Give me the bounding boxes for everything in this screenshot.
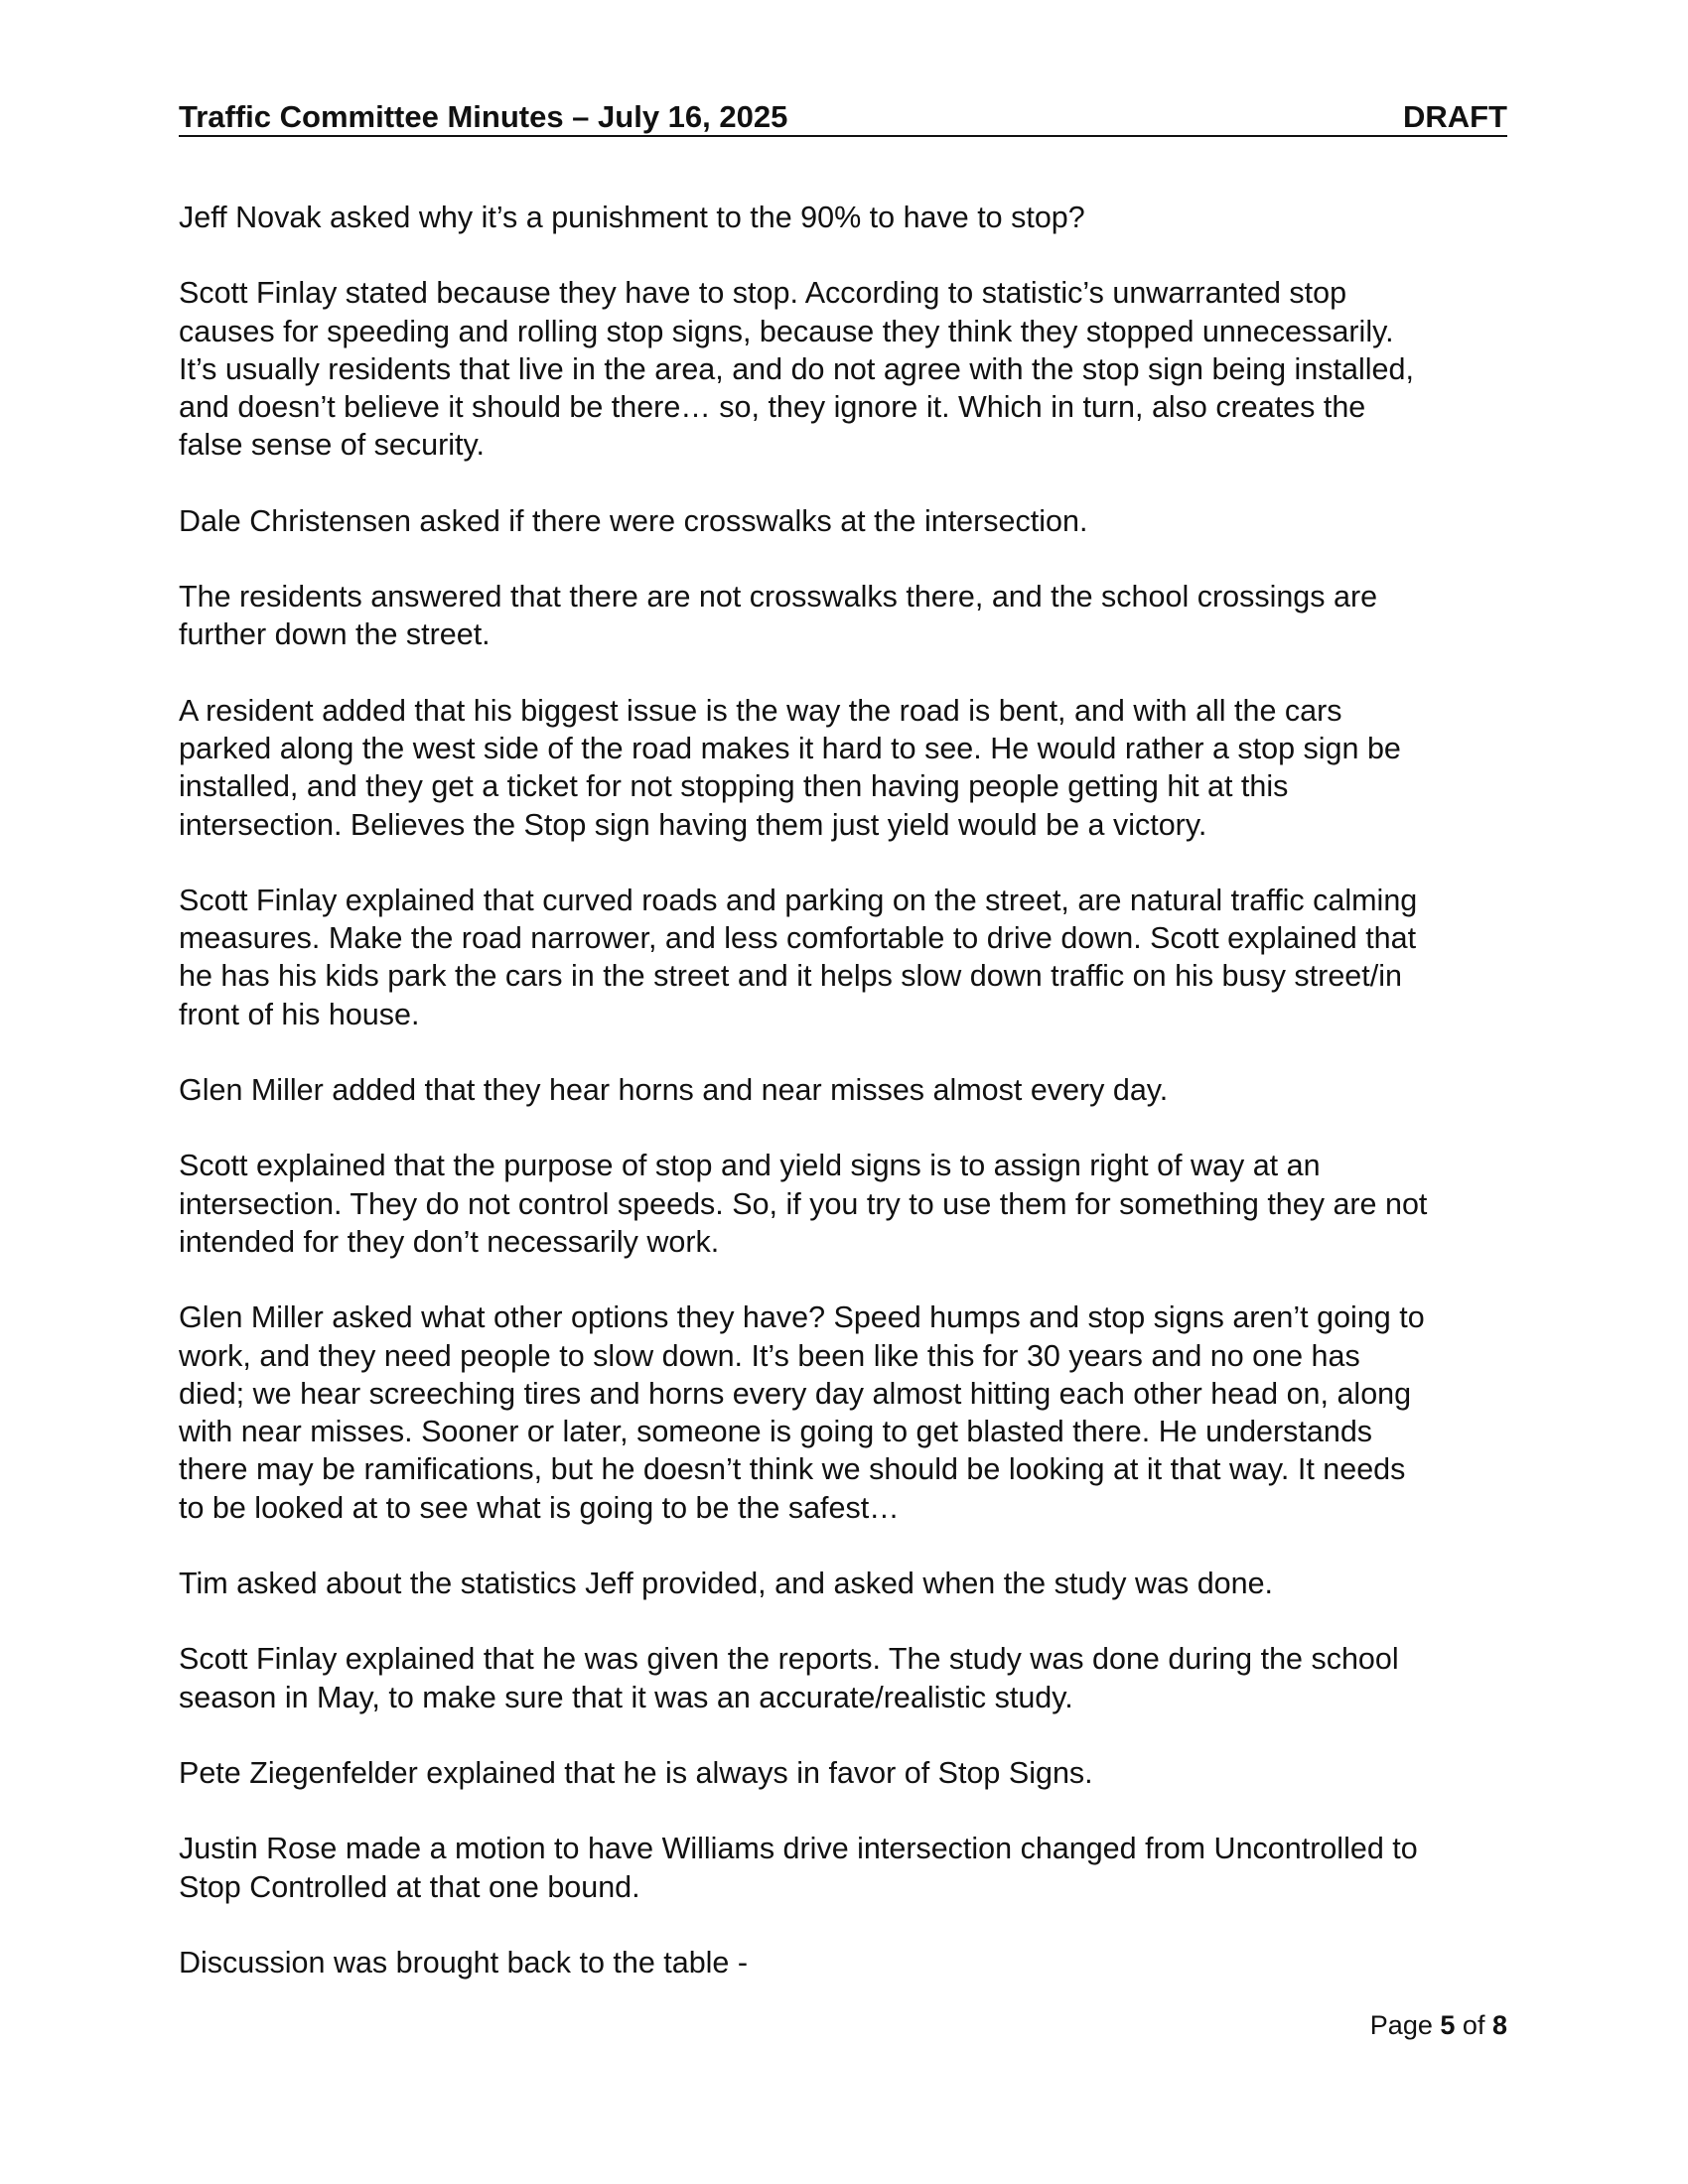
paragraph xyxy=(179,1298,1514,1527)
paragraph-line: Tim asked about the statistics Jeff provided, and asked when the study was done. xyxy=(179,1567,1274,1601)
paragraph-line: he has his kids park the cars in the street and it helps slow down traffic on his busy street/in xyxy=(179,959,1402,994)
paragraph-line: Scott explained that the purpose of stop and yield signs is to assign right of way at an xyxy=(179,1149,1321,1183)
paragraph xyxy=(179,502,1514,540)
paragraph-line: Justin Rose made a motion to have Williams drive intersection changed from Uncontrolled to xyxy=(179,1832,1418,1866)
paragraph xyxy=(179,1754,1514,1792)
paragraph-line: Jeff Novak asked why it’s a punishment to the 90% to have to stop? xyxy=(179,201,1085,234)
of-label: of xyxy=(1462,2010,1485,2040)
draft-label: DRAFT xyxy=(1402,99,1507,134)
paragraph-line: parked along the west side of the road makes it hard to see. He would rather a stop sign be xyxy=(179,731,1401,765)
page-label: Page xyxy=(1369,2010,1433,2040)
paragraph-line: measures. Make the road narrower, and less comfortable to drive down. Scott explained that xyxy=(179,921,1417,956)
paragraph-line: front of his house. xyxy=(179,997,420,1031)
paragraph xyxy=(179,1944,1514,1981)
paragraph-line: season in May, to make sure that it was an accurate/realistic study. xyxy=(179,1680,1073,1714)
paragraph-line: there may be ramifications, but he doesn’t think we should be looking at it that way. It needs xyxy=(179,1452,1406,1487)
paragraph-line: further down the street. xyxy=(179,617,491,652)
paragraph xyxy=(179,1565,1514,1602)
paragraph-line: intersection. They do not control speeds. So, if you try to use them for something they are not xyxy=(179,1186,1428,1221)
paragraph xyxy=(179,274,1514,464)
paragraph-line: and doesn’t believe it should be there… so, they ignore it. Which in turn, also creates the xyxy=(179,390,1366,425)
page-total: 8 xyxy=(1491,2010,1507,2040)
paragraph-line: work, and they need people to slow down. It’s been like this for 30 years and no one has xyxy=(179,1338,1360,1373)
paragraph-line: with near misses. Sooner or later, someone is going to get blasted there. He understands xyxy=(179,1415,1373,1449)
paragraph xyxy=(179,1830,1514,1906)
page-number: 5 xyxy=(1440,2010,1456,2040)
paragraph-line: Glen Miller asked what other options they have? Speed humps and stop signs aren’t going to xyxy=(179,1300,1425,1335)
paragraph-line: installed, and they get a ticket for not stopping then having people getting hit at this xyxy=(179,769,1289,804)
paragraph-line: Scott Finlay explained that he was given the reports. The study was done during the school xyxy=(179,1642,1399,1677)
paragraph-line: causes for speeding and rolling stop signs, because they think they stopped unnecessarily. xyxy=(179,314,1394,348)
paragraph xyxy=(179,199,1514,236)
page-header xyxy=(179,99,1507,137)
paragraph-line: Glen Miller added that they hear horns and near misses almost every day. xyxy=(179,1073,1169,1108)
paragraph-line: intended for they don’t necessarily work. xyxy=(179,1224,720,1259)
minutes-body xyxy=(179,199,1514,2019)
paragraph xyxy=(179,578,1514,654)
paragraph-line: to be looked at to see what is going to be the safest… xyxy=(179,1490,900,1525)
paragraph-line: The residents answered that there are not crosswalks there, and the school crossings are xyxy=(179,580,1378,614)
paragraph-line: false sense of security. xyxy=(179,428,485,463)
paragraph-line: A resident added that his biggest issue is the way the road is bent, and with all the cars xyxy=(179,693,1342,728)
paragraph-line: It’s usually residents that live in the area, and do not agree with the stop sign being installed, xyxy=(179,351,1414,386)
paragraph-line: Pete Ziegenfelder explained that he is always in favor of Stop Signs. xyxy=(179,1755,1093,1790)
paragraph xyxy=(179,692,1514,844)
paragraph xyxy=(179,882,1514,1033)
page-footer xyxy=(1370,2009,1507,2041)
paragraph-line: Scott Finlay stated because they have to stop. According to statistic’s unwarranted stop xyxy=(179,276,1347,311)
paragraph-line: Stop Controlled at that one bound. xyxy=(179,1869,640,1904)
paragraph-line: died; we hear screeching tires and horns every day almost hitting each other head on, along xyxy=(179,1376,1412,1411)
paragraph xyxy=(179,1147,1514,1261)
paragraph-line: intersection. Believes the Stop sign having them just yield would be a victory. xyxy=(179,807,1207,842)
paragraph xyxy=(179,1640,1514,1716)
paragraph xyxy=(179,1071,1514,1109)
document-title: Traffic Committee Minutes – July 16, 2025 xyxy=(179,99,788,134)
paragraph-line: Scott Finlay explained that curved roads and parking on the street, are natural traffic calming xyxy=(179,883,1418,917)
paragraph-line: Discussion was brought back to the table - xyxy=(179,1945,749,1979)
paragraph-line: Dale Christensen asked if there were crosswalks at the intersection. xyxy=(179,503,1088,538)
